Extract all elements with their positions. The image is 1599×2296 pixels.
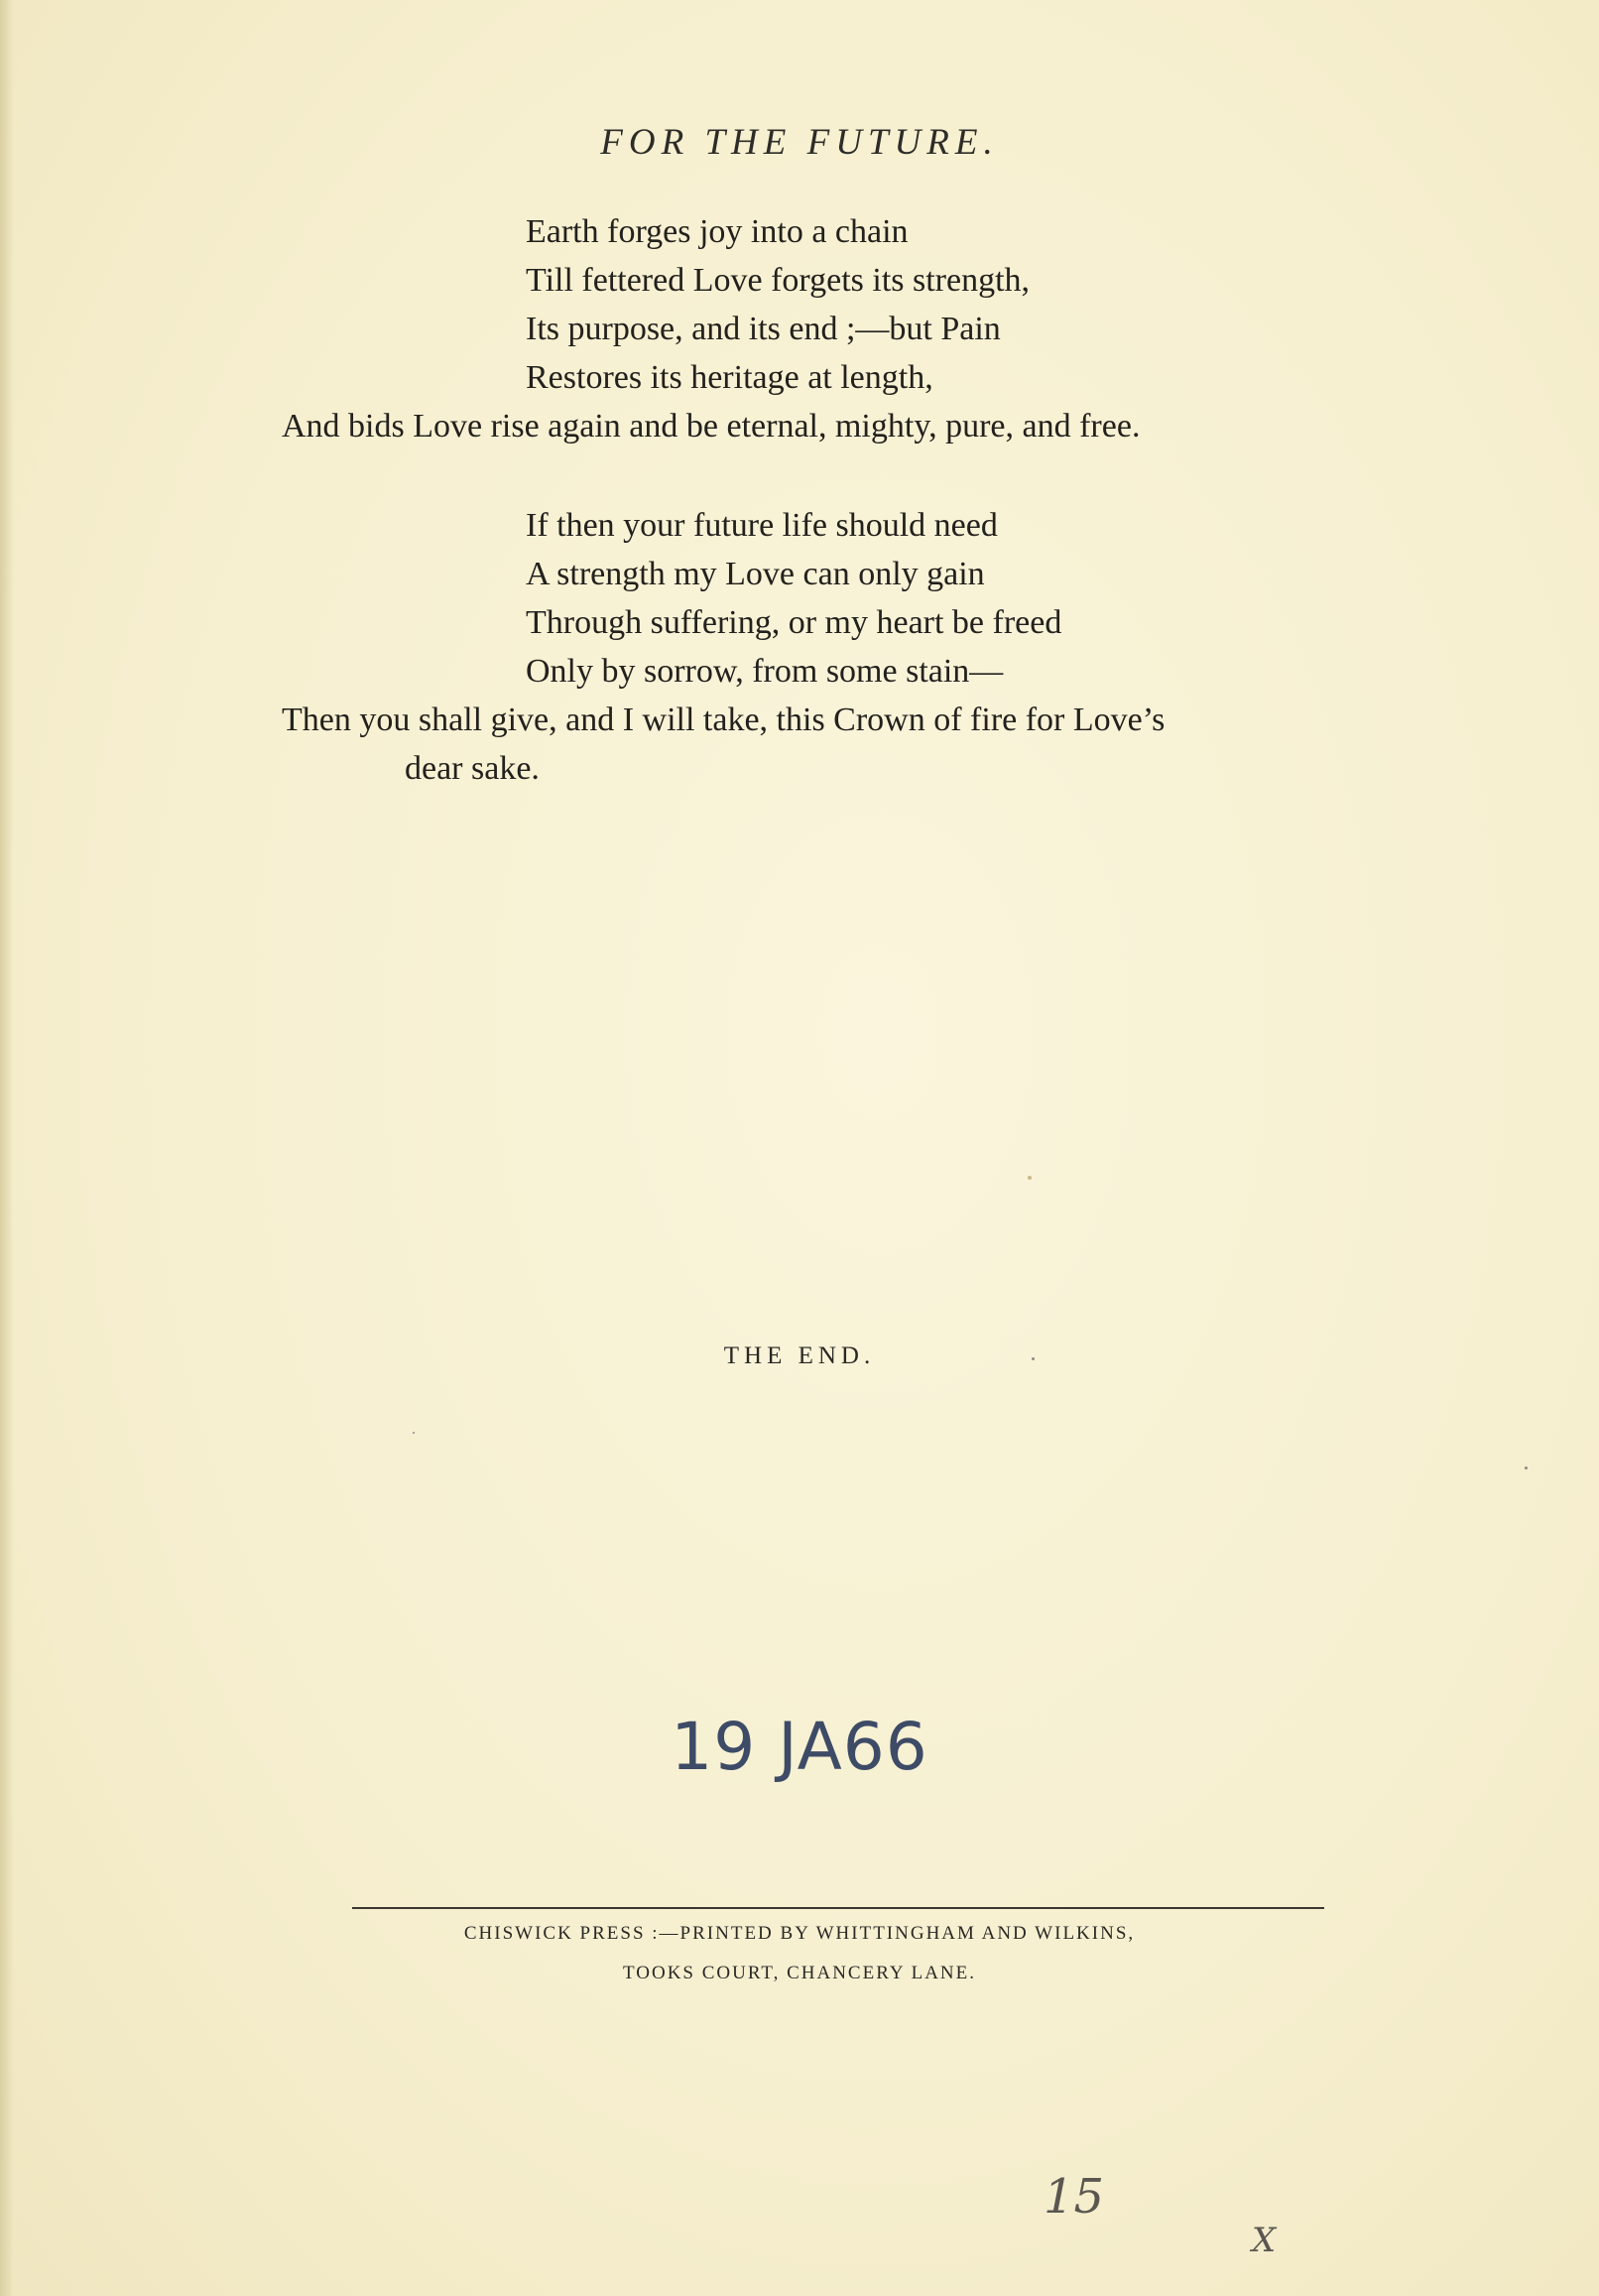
printer-imprint-line-1: CHISWICK PRESS :—PRINTED BY WHITTINGHAM AND WILKINS, bbox=[463, 1923, 1136, 1944]
poem-line: A strength my Love can only gain bbox=[526, 556, 985, 592]
poem-line: Restores its heritage at length, bbox=[526, 359, 933, 396]
imprint-rule bbox=[352, 1907, 1324, 1909]
pencil-mark: 15 bbox=[1044, 2169, 1105, 2225]
poem-line: dear sake. bbox=[405, 750, 540, 787]
poem-line: Earth forges joy into a chain bbox=[526, 213, 909, 250]
library-date-stamp: 19 JA66 bbox=[671, 1709, 928, 1785]
printer-imprint-line-2: TOOKS COURT, CHANCERY LANE. bbox=[623, 1963, 976, 1983]
poem-line: Its purpose, and its end ;—but Pain bbox=[526, 311, 1001, 347]
poem-line: Then you shall give, and I will take, this Crown of fire for Love’s bbox=[282, 702, 1166, 738]
the-end-label: THE END. bbox=[723, 1342, 876, 1369]
paper-speck bbox=[413, 1432, 415, 1434]
paper-speck bbox=[1525, 1467, 1528, 1469]
poem-line: Only by sorrow, from some stain— bbox=[526, 653, 1004, 690]
poem-line: Through suffering, or my heart be freed bbox=[526, 604, 1062, 641]
poem-line: If then your future life should need bbox=[526, 507, 998, 544]
poem-line: And bids Love rise again and be eternal, mighty, pure, and free. bbox=[282, 408, 1141, 445]
poem-line: Till fettered Love forgets its strength, bbox=[526, 262, 1031, 299]
paper-speck bbox=[1032, 1357, 1035, 1360]
paper-speck bbox=[1028, 1176, 1032, 1180]
poem bbox=[0, 0, 1599, 893]
page-header: FOR THE FUTURE. bbox=[600, 122, 999, 163]
pencil-mark: X bbox=[1252, 2221, 1277, 2260]
